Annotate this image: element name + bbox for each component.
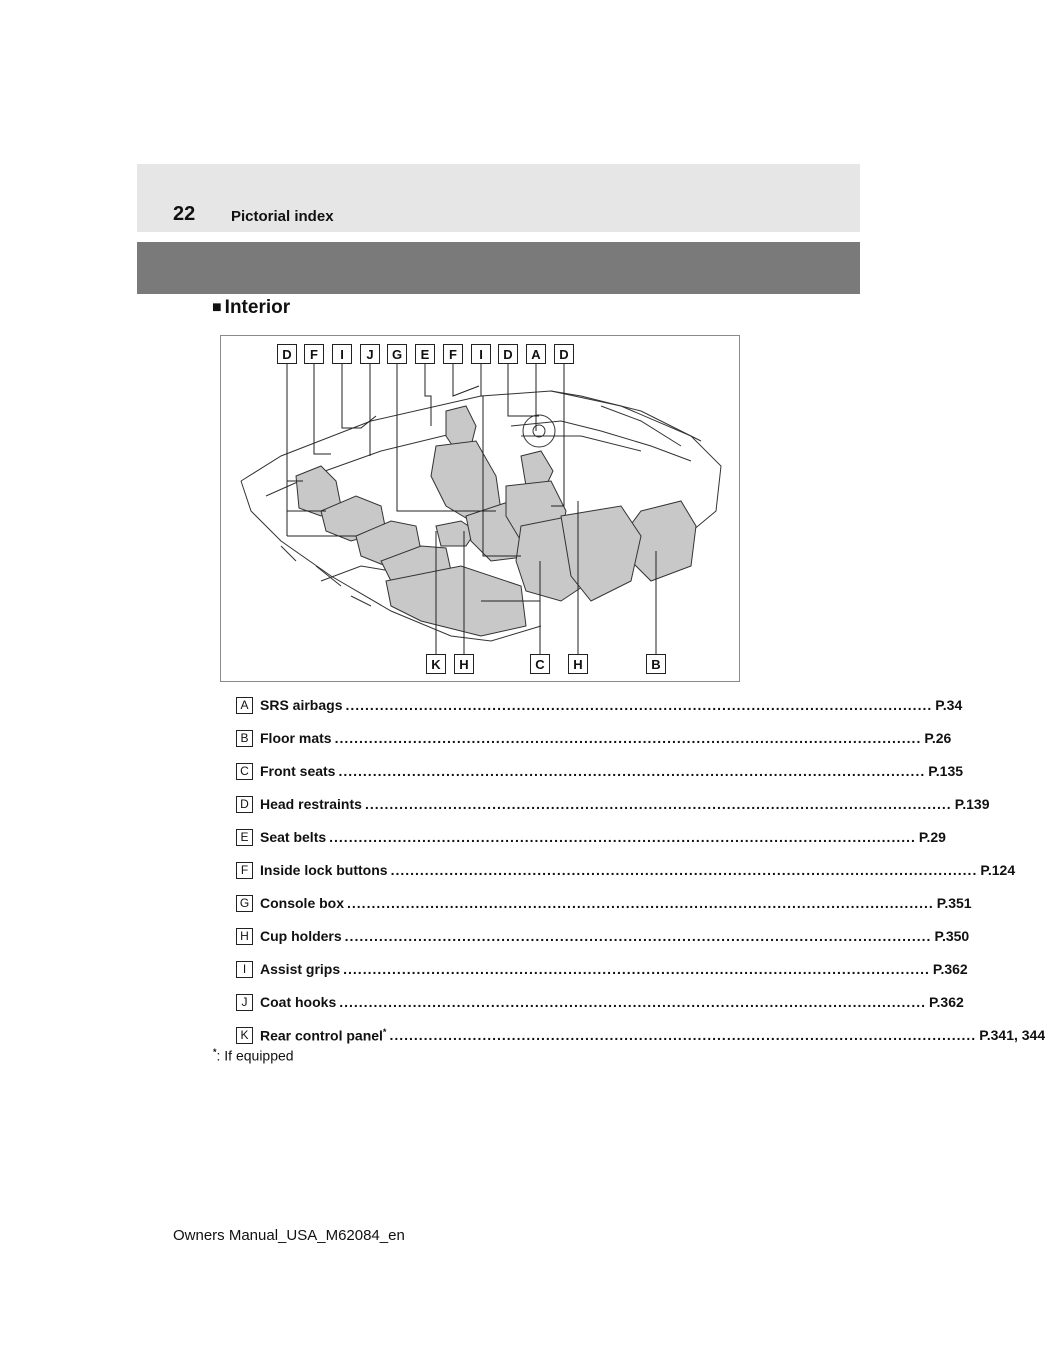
dot-leader: ........................................................................................................................ [390, 862, 978, 878]
list-item [236, 892, 972, 914]
index-letter: I [236, 961, 253, 978]
index-label: Cup holders [260, 928, 342, 944]
footnote-text: : If equipped [216, 1047, 294, 1064]
dot-leader: ........................................................................................................................ [344, 928, 932, 944]
list-item [236, 760, 964, 782]
page-reference: P.135 [928, 763, 964, 779]
index-label: Seat belts [260, 829, 327, 845]
index-label: Front seats [260, 763, 336, 779]
page-reference: P.139 [954, 796, 990, 812]
footnote-mark: * [213, 1047, 217, 1057]
index-label: Floor mats [260, 730, 332, 746]
index-label [260, 1027, 386, 1044]
list-item [236, 727, 952, 749]
index-label: Coat hooks [260, 994, 337, 1010]
callout-A: A [526, 344, 546, 364]
callout-K: K [426, 654, 446, 674]
dot-leader: ........................................................................................................................ [343, 961, 930, 977]
callout-E: E [415, 344, 435, 364]
callout-D2: D [498, 344, 518, 364]
page-number: 22 [173, 203, 196, 225]
index-letter: F [236, 862, 253, 879]
index-letter: K [236, 1027, 253, 1044]
callout-D: D [277, 344, 297, 364]
dot-leader: ........................................................................................................................ [389, 1027, 977, 1043]
index-label: SRS airbags [260, 697, 343, 713]
list-item [236, 826, 946, 848]
title-bar [137, 242, 860, 294]
subsection-title: Interior [224, 297, 291, 318]
dot-leader: ........................................................................................................................ [345, 697, 933, 713]
dot-leader: ........................................................................................................................ [334, 730, 922, 746]
page-reference: P.341, 344 [979, 1027, 1045, 1043]
page-reference: P.26 [924, 730, 952, 746]
footnote [213, 1047, 294, 1064]
list-item [236, 793, 990, 815]
callout-B: B [646, 654, 666, 674]
list-item [236, 859, 1016, 881]
page-reference: P.351 [936, 895, 972, 911]
list-item [236, 958, 968, 980]
callout-D3: D [554, 344, 574, 364]
page-reference: P.350 [934, 928, 970, 944]
interior-illustration [220, 335, 740, 682]
list-item [236, 694, 963, 716]
page-reference: P.124 [980, 862, 1016, 878]
dot-leader: ........................................................................................................................ [329, 829, 916, 845]
index-label: Inside lock buttons [260, 862, 388, 878]
index-label-text: Rear control panel [260, 1027, 383, 1044]
dot-leader: ........................................................................................................................ [364, 796, 952, 812]
list-item [236, 1024, 1045, 1046]
index-letter: A [236, 697, 253, 714]
page-reference: P.362 [932, 961, 968, 977]
callout-G: G [387, 344, 407, 364]
callout-F2: F [443, 344, 463, 364]
section-title: Pictorial index [231, 208, 334, 225]
dot-leader: ........................................................................................................................ [347, 895, 934, 911]
asterisk-mark: * [382, 1026, 387, 1037]
dot-leader: ........................................................................................................................ [338, 763, 926, 779]
index-label: Console box [260, 895, 345, 911]
square-bullet-icon: ■ [212, 299, 222, 316]
callout-F: F [304, 344, 324, 364]
callout-I: I [332, 344, 352, 364]
page-reference: P.29 [918, 829, 946, 845]
index-letter: G [236, 895, 253, 912]
car-interior-drawing [221, 336, 741, 683]
page-reference: P.34 [935, 697, 963, 713]
index-letter: E [236, 829, 253, 846]
dot-leader: ........................................................................................................................ [339, 994, 926, 1010]
callout-H2: H [568, 654, 588, 674]
subsection-heading [212, 297, 290, 319]
index-label: Head restraints [260, 796, 362, 812]
index-letter: D [236, 796, 253, 813]
index-letter: J [236, 994, 253, 1011]
index-label: Assist grips [260, 961, 341, 977]
index-letter: B [236, 730, 253, 747]
list-item [236, 925, 970, 947]
index-letter: H [236, 928, 253, 945]
page-reference: P.362 [929, 994, 964, 1010]
list-item [236, 991, 964, 1013]
callout-I2: I [471, 344, 491, 364]
index-letter: C [236, 763, 253, 780]
callout-C: C [530, 654, 550, 674]
footer-text: Owners Manual_USA_M62084_en [173, 1227, 405, 1244]
callout-J: J [360, 344, 380, 364]
callout-H: H [454, 654, 474, 674]
